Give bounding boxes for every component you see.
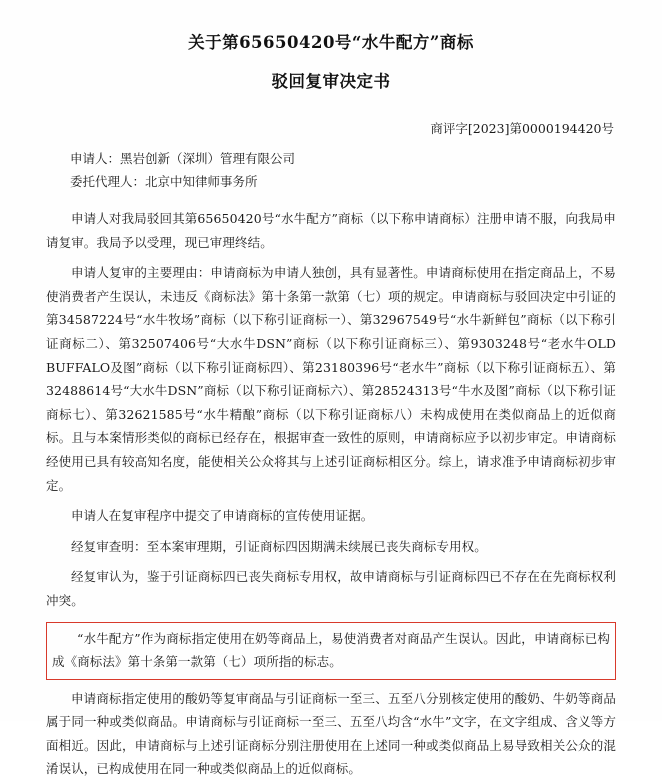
- document-number: 商评字[2023]第0000194420号: [430, 121, 614, 136]
- highlighted-annotation-box: [46, 622, 616, 680]
- paragraph: 申请人在复审程序中提交了申请商标的宣传使用证据。: [71, 508, 374, 524]
- paragraph: 申请商标指定使用的酸奶等复审商品与引证商标一至三、五至八分别核定使用的酸奶、牛奶等商品属于同一种或类似商品。申请商标与引证商标一至三、五至八均含“水牛”文字，在文字组成、含义等方面相近。因此，申请商标与上述引证商标分别注册使用在上述同一种或类似商品上易导致相关公众的混淆误认，已构成使用在同一种或类似商品上的近似商标。: [46, 690, 616, 777]
- page-title-line-2: 驳回复审决定书: [271, 72, 391, 91]
- party-block: [46, 147, 616, 193]
- highlighted-paragraph: “水牛配方”作为商标指定使用在奶等商品上，易使消费者对商品产生误认。因此，申请商标已构成《商标法》第十条第一款第（七）项所指的标志。: [52, 630, 610, 670]
- paragraph: 申请人对我局驳回其第65650420号“水牛配方”商标（以下称申请商标）注册申请不服，向我局申请复审。我局予以受理，现已审理终结。: [46, 211, 616, 250]
- agent-row: 委托代理人：北京中知律师事务所: [70, 174, 258, 189]
- paragraph: 经复审认为，鉴于引证商标四已丧失商标专用权，故申请商标与引证商标四已不存在在先商标权利冲突。: [46, 569, 616, 608]
- paragraph: 经复审查明：至本案审理期，引证商标四因期满未续展已丧失商标专用权。: [71, 538, 487, 554]
- document-title-block: [46, 28, 616, 97]
- page-title-line-1: 关于第65650420号“水牛配方”商标: [188, 33, 474, 52]
- paragraph: 申请人复审的主要理由：申请商标为申请人独创，具有显著性。申请商标使用在指定商品上，不易使消费者产生误认，未违反《商标法》第十条第一款第（七）项的规定。申请商标与驳回决定中引证的第34587224号“水牛牧场”商标（以下称引证商标一）、第32967549号“水牛新鲜包”商标（以下称引证商标二）、第32507406号“大水牛DSN”商标（以下称引证商标三）、第9303248号“老水牛OLD BUFFALO及图”商标（以下称引证商标四）、第23180396号“老水牛”商标（以下称引证商标五）、第32488614号“大水牛DSN”商标（以下称引证商标六）、第28524313号“牛水及图”商标（以下称引证商标七）、第32621585号“水牛精酿”商标（以下称引证商标八）未构成使用在类似商品上的近似商标。且与本案情形类似的商标已经存在，根据审查一致性的原则，申请商标应予以初步审定。申请商标经使用已具有较高知名度，能使相关公众将其与上述引证商标相区分。综上，请求准予申请商标初步审定。: [46, 265, 616, 493]
- document-body: [46, 207, 616, 781]
- applicant-row: 申请人：黑岩创新（深圳）管理有限公司: [70, 151, 296, 166]
